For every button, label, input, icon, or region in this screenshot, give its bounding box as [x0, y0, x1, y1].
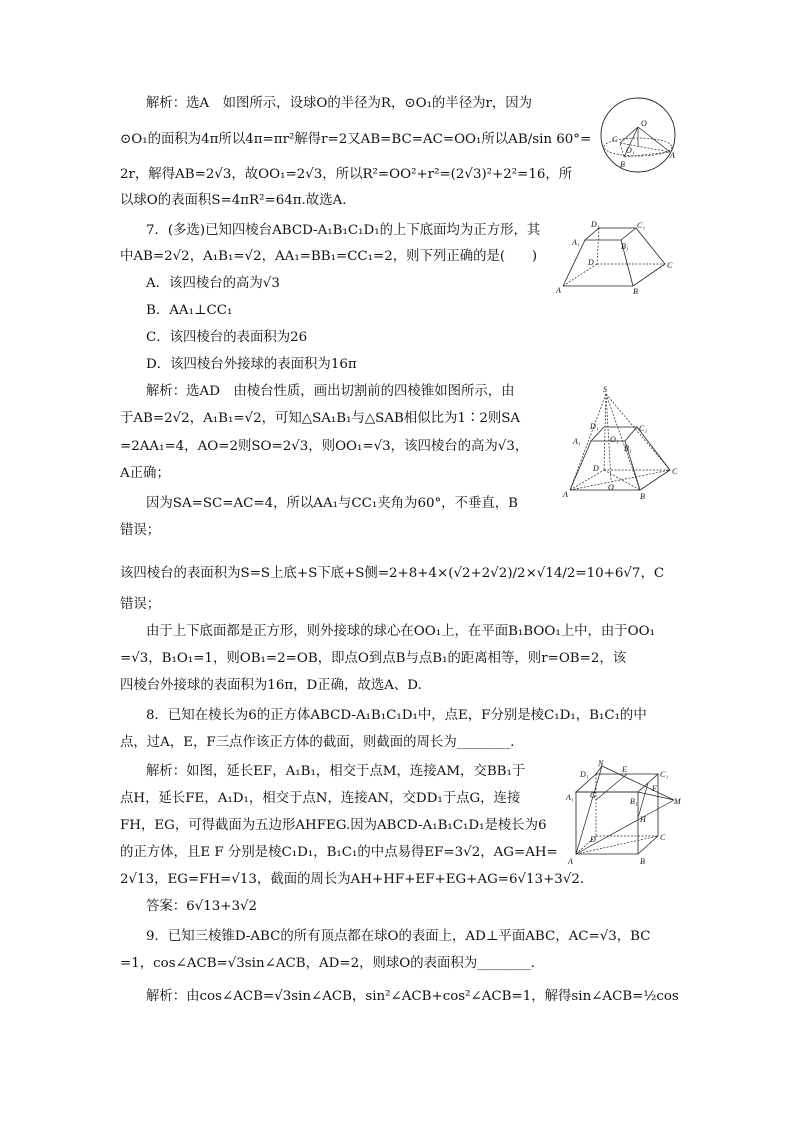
- label-d1: D₁: [580, 770, 589, 779]
- label-a: A: [563, 490, 568, 499]
- text-line: ⊙O₁的面积为4π所以4π=πr²解得r=2又AB=BC=AC=OO₁所以AB/sin 60°=: [120, 132, 592, 147]
- label-a1: A₁: [566, 793, 574, 802]
- label-c1: C₁: [639, 424, 648, 433]
- label-d: D: [593, 464, 599, 473]
- label-b: B: [640, 857, 645, 866]
- label-b1: B₁: [621, 242, 629, 251]
- text-line: FH，EG，可得截面为五边形AHFEG.因为ABCD-A₁B₁C₁D₁是棱长为6: [120, 818, 547, 833]
- label-g: G: [590, 791, 596, 800]
- question-9: 9．已知三棱锥D-ABC的所有顶点都在球O的表面上，AD⊥平面ABC，AC=√3，BC: [146, 929, 651, 944]
- label-o1: O₁: [626, 146, 635, 155]
- label-d: D: [590, 835, 596, 844]
- label-b: B: [633, 287, 638, 296]
- label-c: C: [612, 135, 618, 144]
- label-b: B: [620, 160, 625, 169]
- text-line: 解析：由cos∠ACB=√3sin∠ACB，sin²∠ACB+cos²∠ACB=1，解得sin∠ACB=½cos: [146, 989, 679, 1004]
- label-f: F: [652, 784, 657, 793]
- label-c: C: [672, 467, 678, 476]
- text-line: 点H，延长FE，A₁D₁，相交于点N，连接AN，交DD₁于点G，连接: [120, 791, 521, 806]
- label-n: N: [598, 760, 604, 768]
- text-line: 的正方体，且E F 分别是棱C₁D₁，B₁C₁的中点易得EF=3√2，AG=AH=: [120, 845, 558, 860]
- question-8: 8．已知在棱长为6的正方体ABCD-A₁B₁C₁D₁中，点E，F分别是棱C₁D₁，B₁C₁的中: [146, 708, 647, 723]
- text-line: 四棱台外接球的表面积为16π，D正确，故选A、D.: [120, 678, 422, 693]
- label-a1: A₁: [572, 238, 580, 247]
- label-b1: B₁: [624, 444, 632, 453]
- label-m: M: [674, 797, 681, 806]
- label-o1: O₁: [610, 435, 619, 444]
- text-line: A正确；: [120, 466, 170, 481]
- text-line: 该四棱台的表面积为S=S上底+S下底+S侧=2+8+4×(√2+2√2)/2×√14/2=10+6√7，C: [120, 566, 665, 581]
- label-c1: C₁: [637, 221, 646, 230]
- label-d1: D₁: [591, 220, 600, 229]
- label-e: E: [622, 765, 627, 774]
- option-d: D．该四棱台外接球的表面积为16π: [146, 357, 357, 372]
- text-line: 2√13，EG=FH=√13，截面的周长为AH+HF+EF+EG+AG=6√13+3√2.: [120, 872, 585, 887]
- label-o: O: [641, 119, 647, 128]
- option-c: C．该四棱台的表面积为26: [146, 330, 308, 345]
- text-line: 2r，解得AB=2√3，故OO₁=2√3，所以R²=OO²+r²=(2√3)²+2²=16，所: [120, 167, 573, 182]
- frustum-figure: [555, 218, 680, 296]
- text-line: 由于上下底面都是正方形，则外接球的球心在OO₁上，在平面B₁BOO₁上中，由于OO₁: [146, 624, 655, 639]
- label-b: B: [640, 492, 645, 501]
- label-h: H: [640, 815, 646, 824]
- cube-figure: [566, 760, 684, 868]
- text-line: 以球O的表面积S=4πR²=64π.故选A.: [120, 193, 347, 208]
- option-b: B．AA₁⊥CC₁: [146, 303, 233, 318]
- text-line: 解析：如图，延长EF，A₁B₁，相交于点M，连接AM，交BB₁于: [146, 764, 526, 779]
- text-line: =1，cos∠ACB=√3sin∠ACB，AD=2，则球O的表面积为________．: [120, 956, 545, 971]
- text-line: 错误；: [120, 523, 161, 538]
- label-c: C: [667, 261, 673, 270]
- text-line: 点，过A，E，F三点作该正方体的截面，则截面的周长为________．: [120, 735, 524, 750]
- label-d1: D₁: [590, 422, 599, 431]
- option-a: A．该四棱台的高为√3: [146, 276, 280, 291]
- label-a1: A₁: [573, 437, 581, 446]
- pyramid-figure: [560, 384, 680, 502]
- label-d: D: [588, 258, 594, 267]
- text-line: 于AB=2√2，A₁B₁=√2，可知△SA₁B₁与△SAB相似比为1∶2则SA: [120, 411, 521, 426]
- answer-8: 答案：6√13+3√2: [146, 899, 258, 914]
- text-line: 中AB=2√2，A₁B₁=√2，AA₁=BB₁=CC₁=2，则下列正确的是( ): [120, 249, 538, 264]
- label-c: C: [660, 833, 666, 842]
- label-s: S: [603, 385, 607, 394]
- text-line: =2AA₁=4，AO=2则SO=2√3，则OO₁=√3，该四棱台的高为√3，: [120, 439, 529, 454]
- text-line: 因为SA=SC=AC=4，所以AA₁与CC₁夹角为60°，不垂直，B: [146, 496, 518, 511]
- label-a: A: [556, 286, 561, 295]
- label-b1: B₁: [630, 797, 638, 806]
- label-c1: C₁: [660, 770, 669, 779]
- text-line: =√3，B₁O₁=1，则OB₁=2=OB，即点O到点B与点B₁的距离相等，则r=OB=2，该: [120, 651, 627, 666]
- sphere-figure: [598, 95, 678, 175]
- text-line: 解析：选A 如图所示，设球O的半径为R，⊙O₁的半径为r，因为: [146, 96, 533, 111]
- question-7: 7．(多选)已知四棱台ABCD-A₁B₁C₁D₁的上下底面均为正方形，其: [146, 223, 541, 238]
- label-a: A: [568, 857, 573, 866]
- text-line: 解析：选AD 由棱台性质，画出切割前的四棱锥如图所示，由: [146, 384, 515, 399]
- label-a: A: [670, 151, 675, 160]
- label-o: O: [608, 483, 614, 492]
- text-line: 错误；: [120, 597, 161, 612]
